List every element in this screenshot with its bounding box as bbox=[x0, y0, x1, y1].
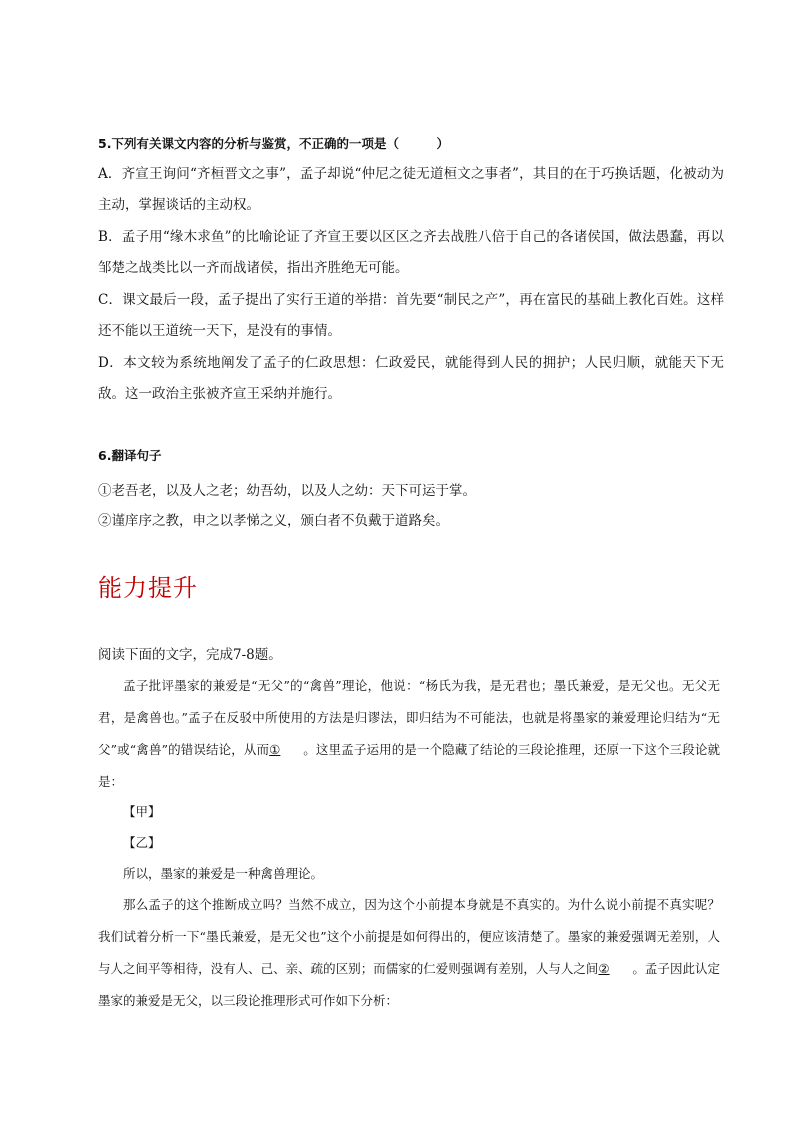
passage-text: 孟子批评墨家的兼爱是“无父”的“禽兽”理论，他说：“杨氏为我，是无君也；墨氏兼爱，是无父也。无父无君，是禽兽也。”孟子在反驳中所使用的方法是归谬法，即归结为不可能法，也就是将墨家的兼爱理论归结为“无父”或“禽兽”的错误结论，从而 bbox=[98, 678, 720, 757]
premise-jia: 【甲】 bbox=[123, 804, 161, 819]
passage-text: 那么孟子的这个推断成立吗？当然不成立，因为这个小前提本身就是不真实的。为什么说小前提不真实呢？我们试着分析一下“墨氏兼爱，是无父也”这个小前提是如何得出的，便应该清楚了。墨家的兼爱强调无差别，人与人之间平等相待，没有人、己、亲、疏的区别；而儒家的仁爱则强调有差别，人与人之间 bbox=[98, 897, 720, 976]
section-title: 能力提升 bbox=[98, 574, 198, 602]
passage-text: 。孟子因此认定墨家的兼爱是无父，以三段论推理形式可作如下分析： bbox=[98, 961, 720, 1008]
question-5-heading: 5.下列有关课文内容的分析与鉴赏，不正确的一项是（ ） bbox=[98, 136, 449, 151]
blank-2: ② bbox=[598, 961, 610, 976]
syllogism-conclusion: 所以，墨家的兼爱是一种禽兽理论。 bbox=[123, 866, 324, 881]
question-5-option-d: D．本文较为系统地阐发了孟子的仁政思想：仁政爱民，就能得到人民的拥护；人民归顺，就能天下无敌。这一政治主张被齐宣王采纳并施行。 bbox=[98, 355, 724, 402]
question-5-option-b: B．孟子用“缘木求鱼”的比喻论证了齐宣王要以区区之齐去战胜八倍于自己的各诸侯国，做法愚蠢，再以邹楚之战类比以一齐而战诸侯，指出齐胜绝无可能。 bbox=[98, 229, 724, 276]
reading-instruction: 阅读下面的文字，完成7-8题。 bbox=[98, 647, 282, 663]
translation-sentence-1: ①老吾老，以及人之老；幼吾幼，以及人之幼：天下可运于掌。 bbox=[98, 483, 476, 499]
question-5-option-c: C．课文最后一段，孟子提出了实行王道的举措：首先要“制民之产”，再在富民的基础上教化百姓。这样还不能以王道统一天下，是没有的事情。 bbox=[98, 292, 724, 339]
translation-sentence-2: ②谨庠序之教，申之以孝悌之义，颁白者不负戴于道路矣。 bbox=[98, 513, 449, 529]
passage-paragraph-1 bbox=[98, 670, 720, 798]
question-6-heading: 6.翻译句子 bbox=[98, 448, 162, 463]
passage-text: 。这里孟子运用的是一个隐藏了结论的三段论推理，还原一下这个三段论就是： bbox=[98, 742, 720, 789]
passage-paragraph-2 bbox=[98, 889, 720, 1017]
premise-yi: 【乙】 bbox=[123, 835, 161, 850]
blank-1: ① bbox=[269, 742, 281, 757]
question-5-option-a: A．齐宣王询问“齐桓晋文之事”，孟子却说“仲尼之徒无道桓文之事者”，其目的在于巧换话题，化被动为主动，掌握谈话的主动权。 bbox=[98, 166, 724, 213]
